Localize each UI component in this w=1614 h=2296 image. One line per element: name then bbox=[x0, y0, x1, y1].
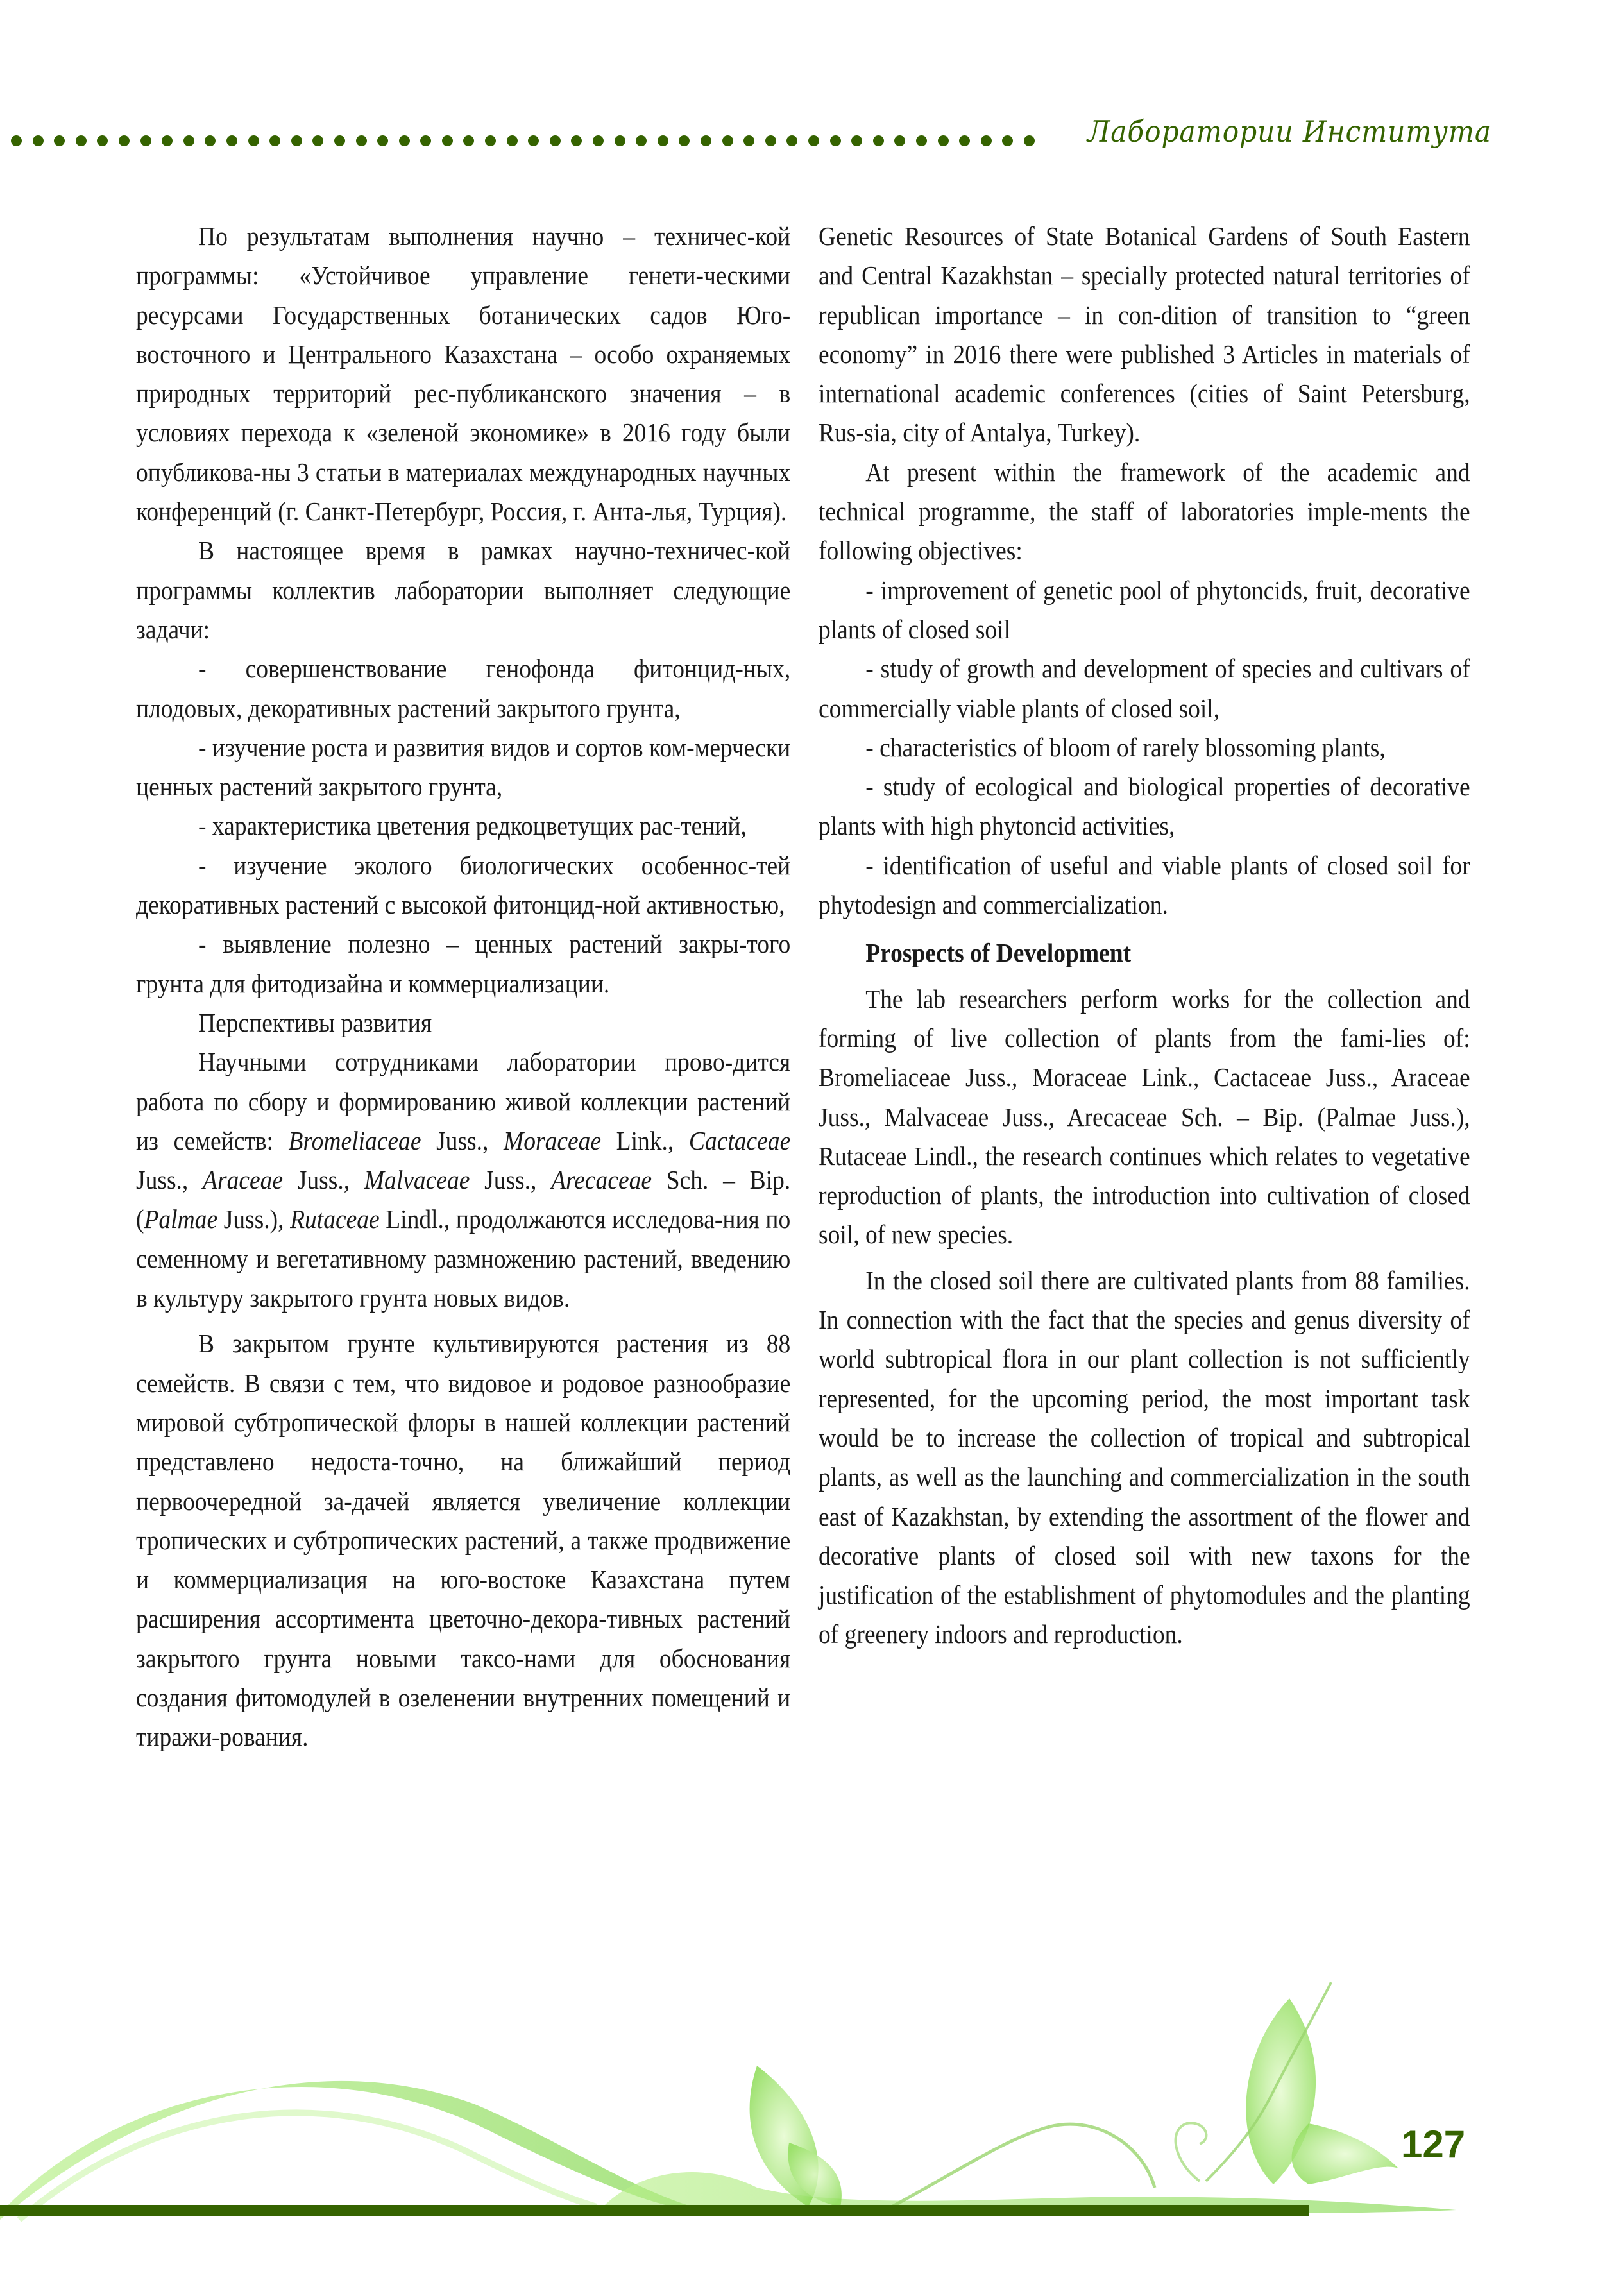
paragraph-families-en: The lab researchers perform works for the collection and forming of live collection of plants from the fami-lies of: Bromeliaceae Juss., Moraceae Link., Cactaceae Juss., Araceae Juss., Malvaceae Juss., Arecaceae Sch. – Bip. (Palmae Juss.), Rutaceae Lindl., the research continues which relates to vegetative reproduction of plants, the introduction into cultivation of closed soil, of new species. bbox=[819, 983, 1470, 1250]
objective-item: - improvement of genetic pool of phytoncids, fruit, decorative plants of closed soil bbox=[819, 575, 1470, 644]
dot-icon bbox=[743, 135, 754, 146]
paragraph-closing-en: In the closed soil there are cultivated plants from 88 families. In connection with the fact that the species and genus diversity of world subtropical flora in our plant collection is not sufficiently represented, for the upcoming period, the most important task would be to increase the collection of tropical and subtropical plants, as well as the launching and commercialization in the south east of Kazakhstan, by extending the assortment of the flower and decorative plants of closed soil with new taxons for the justification of the establishment of phytomodules and the planting of greenery indoors and reproduction. bbox=[819, 1265, 1470, 1649]
dot-icon bbox=[226, 135, 237, 146]
dot-icon bbox=[356, 135, 367, 146]
header-dot-row bbox=[11, 135, 1035, 147]
dot-icon bbox=[765, 135, 776, 146]
dot-icon bbox=[679, 135, 690, 146]
dot-icon bbox=[571, 135, 582, 146]
objective-item: - study of growth and development of species and cultivars of commercially viable plants of closed soil, bbox=[819, 654, 1470, 723]
dot-icon bbox=[959, 135, 970, 146]
family-name: Araceae bbox=[203, 1165, 284, 1195]
family-name: Cactaceae bbox=[688, 1125, 791, 1155]
dot-icon bbox=[593, 135, 604, 146]
dot-icon bbox=[119, 135, 130, 146]
dot-icon bbox=[162, 135, 173, 146]
dot-icon bbox=[312, 135, 323, 146]
dot-icon bbox=[463, 135, 474, 146]
family-name: Palmae bbox=[144, 1204, 218, 1234]
dot-icon bbox=[54, 135, 65, 146]
page-number: 127 bbox=[1401, 2123, 1466, 2166]
dot-icon bbox=[183, 135, 194, 146]
paragraph-publications-ru: По результатам выполнения научно – техничес-кой программы: «Устойчивое управление генети-ческими ресурсами Государственных ботанических садов Юго-восточного и Центрального Казахстана – особо охраняемых природных территорий рес-публиканского значения – в условиях перехода к «зеленой экономике» в 2016 году были опубликова-ны 3 статьи в материалах международных научных конференций (г. Санкт-Петербург, Россия, г. Анта-лья, Турция). bbox=[136, 221, 791, 527]
dot-icon bbox=[33, 135, 44, 146]
paragraph-objectives-intro-en: At present within the framework of the academic and technical programme, the staff of laboratories imple-ments the following objectives: bbox=[819, 457, 1470, 566]
dot-icon bbox=[894, 135, 905, 146]
left-column-russian bbox=[136, 217, 790, 1757]
dot-icon bbox=[269, 135, 280, 146]
task-item: - выявление полезно – ценных растений закры-того грунта для фитодизайна и коммерциализации. bbox=[136, 929, 791, 998]
dot-icon bbox=[11, 135, 22, 146]
dot-icon bbox=[334, 135, 345, 146]
dot-icon bbox=[97, 135, 108, 146]
dot-icon bbox=[528, 135, 539, 146]
dot-icon bbox=[873, 135, 884, 146]
dot-icon bbox=[701, 135, 711, 146]
dot-icon bbox=[722, 135, 733, 146]
footer-bar bbox=[0, 2205, 1309, 2216]
dot-icon bbox=[377, 135, 388, 146]
family-name: Arecaceae bbox=[551, 1165, 652, 1195]
dot-icon bbox=[550, 135, 561, 146]
dot-icon bbox=[615, 135, 625, 146]
dot-icon bbox=[291, 135, 302, 146]
running-title: Лаборатории Института bbox=[1087, 114, 1492, 149]
task-item: - изучение роста и развития видов и сортов ком-мерчески ценных растений закрытого грунта, bbox=[136, 732, 791, 802]
dot-icon bbox=[658, 135, 668, 146]
right-column-english bbox=[819, 217, 1470, 1654]
objective-item: - study of ecological and biological properties of decorative plants with high phytoncid activities, bbox=[819, 772, 1470, 841]
objective-item: - characteristics of bloom of rarely blossoming plants, bbox=[865, 732, 1386, 762]
family-name: Malvaceae bbox=[364, 1165, 470, 1195]
family-name: Bromeliaceae bbox=[288, 1125, 421, 1155]
section-heading-en: Prospects of Development bbox=[865, 938, 1132, 968]
family-name: Rutaceae bbox=[290, 1204, 380, 1234]
dot-icon bbox=[420, 135, 431, 146]
task-item: - изучение эколого биологических особеннос-тей декоративных растений с высокой фитонцид-ной активностью, bbox=[136, 850, 791, 920]
task-item: - совершенствование генофонда фитонцид-ных, плодовых, декоративных растений закрытого грунта, bbox=[136, 654, 791, 723]
dot-icon bbox=[808, 135, 819, 146]
dot-icon bbox=[248, 135, 259, 146]
dot-icon bbox=[636, 135, 647, 146]
paragraph-closing-ru: В закрытом грунте культивируются растения из 88 семейств. В связи с тем, что видовое и родовое разнообразие мировой субтропической флоры в нашей коллекции растений представлено недоста-точно, на ближайший период первоочередной за-дачей является увеличение коллекции тропических и субтропических растений, а также продвижение и коммерциализация на юго-востоке Казахстана путем расширения ассортимента цветочно-декора-тивных растений закрытого грунта новыми таксо-нами для обоснования создания фитомодулей в озеленении внутренних помещений и тиражи-рования. bbox=[136, 1329, 791, 1752]
dot-icon bbox=[399, 135, 410, 146]
paragraph-families-ru: Научными сотрудниками лаборатории прово-дится работа по сбору и формированию живой коллекции растений из семейств: Bromeliaceae Juss., Moraceae Link., Cactaceae Juss., Araceae Juss., Malvaceae Juss., Arecaceae Sch. – Bip. (Palmae Juss.), Rutaceae Lindl., продолжаются исследова-ния по семенному и вегетативному размножению растений, введению в культуру закрытого грунта новых видов. bbox=[136, 1047, 791, 1313]
dot-icon bbox=[916, 135, 927, 146]
paragraph-tasks-intro-ru: В настоящее время в рамках научно-техничес-кой программы коллектив лаборатории выполняет следующие задачи: bbox=[136, 536, 791, 644]
objective-item: - identification of useful and viable plants of closed soil for phytodesign and commercialization. bbox=[819, 850, 1470, 920]
family-name: Moraceae bbox=[504, 1125, 602, 1155]
dot-icon bbox=[140, 135, 151, 146]
dot-icon bbox=[485, 135, 496, 146]
paragraph-publications-en: Genetic Resources of State Botanical Gardens of South Eastern and Central Kazakhstan – specially protected natural territories of republican importance – in con-dition of transition to “green economy” in 2016 there were published 3 Articles in materials of international academic conferences (cities of Saint Petersburg, Rus-sia, city of Antalya, Turkey). bbox=[819, 221, 1470, 448]
dot-icon bbox=[851, 135, 862, 146]
section-heading-ru: Перспективы развития bbox=[198, 1007, 432, 1037]
dot-icon bbox=[1002, 135, 1013, 146]
dot-icon bbox=[981, 135, 992, 146]
dot-icon bbox=[938, 135, 949, 146]
dot-icon bbox=[442, 135, 453, 146]
dot-icon bbox=[786, 135, 797, 146]
dot-icon bbox=[1024, 135, 1035, 146]
dot-icon bbox=[507, 135, 518, 146]
task-item: - характеристика цветения редкоцветущих рас-тений, bbox=[198, 811, 747, 841]
dot-icon bbox=[205, 135, 216, 146]
dot-icon bbox=[76, 135, 87, 146]
dot-icon bbox=[830, 135, 841, 146]
